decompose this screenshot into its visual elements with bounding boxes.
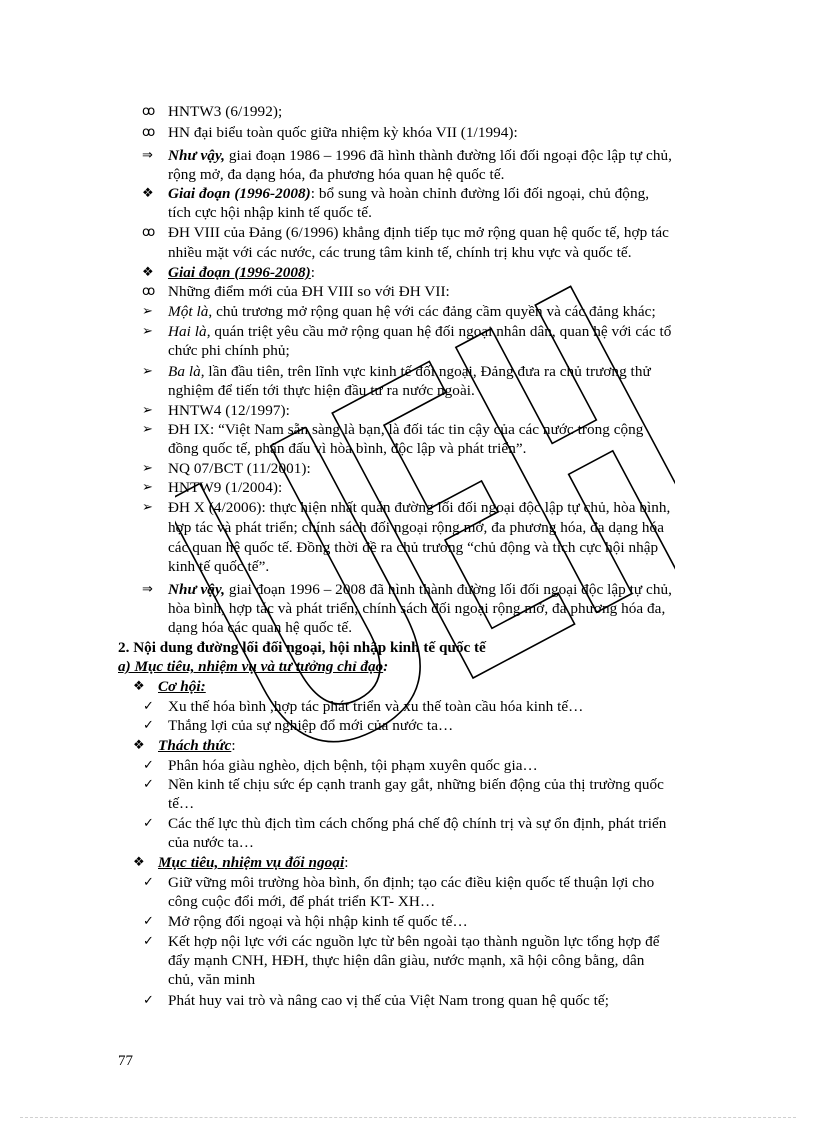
arrow-bullet-icon: ⇒: [142, 582, 153, 597]
text-line: Phát huy vai trò và nâng cao vị thế của Việt Nam trong quan hệ quốc tế;: [168, 992, 609, 1009]
text-line: Ba là, lần đầu tiên, trên lĩnh vực kinh tế đối ngoại, Đảng đưa ra chủ trương thử: [168, 363, 651, 380]
triangle-bullet-icon: ➢: [142, 461, 153, 476]
text-line: ĐH VIII của Đảng (6/1996) khẳng định tiếp tục mở rộng quan hệ quốc tế, hợp tác: [168, 224, 669, 241]
text-line: Những điểm mới của ĐH VIII so với ĐH VII:: [168, 283, 450, 300]
text-line: Hai là, quán triệt yêu cầu mở rộng quan hệ đối ngoại nhân dân, quan hệ với các tổ: [168, 323, 672, 340]
check-bullet-icon: ✓: [143, 718, 154, 733]
text-line: chủ, văn minh: [168, 971, 256, 988]
diamond-bullet-icon: ❖: [133, 679, 145, 694]
text-line: tích cực hội nhập kinh tế quốc tế.: [168, 204, 372, 221]
text-line: ĐH IX: “Việt Nam sẵn sàng là bạn, là đối tác tin cậy của các nước trong cộng: [168, 421, 644, 438]
diamond-bullet-icon: ❖: [142, 186, 154, 201]
text-line: Một là, chủ trương mở rộng quan hệ với các đảng cầm quyền và các đảng khác;: [168, 303, 656, 320]
text-line: hợp tác và phát triển; chính sách đối ngoại rộng mở, đa phương hóa, đa dạng hóa: [168, 519, 664, 536]
text-line: NQ 07/BCT (11/2001):: [168, 460, 311, 477]
text-line: đồng quốc tế, phấn đấu vì hòa bình, độc lập và phát triển”.: [168, 440, 527, 457]
triangle-bullet-icon: ➢: [142, 480, 153, 495]
scroll-bullet-icon: ꝏ: [142, 104, 156, 119]
check-bullet-icon: ✓: [143, 993, 154, 1008]
text-line: kinh tế quốc tế”.: [168, 558, 270, 575]
text-line: các quan hệ quốc tế. Đồng thời đề ra chủ trương “chủ động và tích cực hội nhập: [168, 539, 659, 556]
text-line: ĐH X (4/2006): thực hiện nhất quán đường lối đối ngoại độc lập tự chủ, hòa bình,: [168, 499, 671, 516]
triangle-bullet-icon: ➢: [142, 422, 153, 437]
text-line: dạng hóa các quan hệ quốc tế.: [168, 619, 353, 636]
check-bullet-icon: ✓: [143, 875, 154, 890]
text-line: Cơ hội:: [158, 678, 206, 695]
text-line: Mở rộng đối ngoại và hội nhập kinh tế quốc tế…: [168, 913, 468, 930]
triangle-bullet-icon: ➢: [142, 403, 153, 418]
text-line: chức phi chính phủ;: [168, 342, 290, 359]
text-line: Nền kinh tế chịu sức ép cạnh tranh gay gắt, những biến động của thị trường quốc: [168, 776, 664, 793]
scroll-bullet-icon: ꝏ: [142, 284, 156, 299]
text-line: HNTW3 (6/1992);: [168, 103, 283, 120]
text-line: Mục tiêu, nhiệm vụ đối ngoại:: [158, 854, 349, 871]
page-number: 77: [118, 1053, 133, 1069]
subsection-heading: a) Mục tiêu, nhiệm vụ và tư tưởng chỉ đạo:: [118, 658, 389, 675]
text-line: HNTW9 (1/2004):: [168, 479, 283, 496]
check-bullet-icon: ✓: [143, 816, 154, 831]
diamond-bullet-icon: ❖: [142, 265, 154, 280]
scroll-bullet-icon: ꝏ: [142, 225, 156, 240]
triangle-bullet-icon: ➢: [142, 364, 153, 379]
check-bullet-icon: ✓: [143, 914, 154, 929]
diamond-bullet-icon: ❖: [133, 855, 145, 870]
text-line: Giữ vững môi trường hòa bình, ổn định; tạo các điều kiện quốc tế thuận lợi cho: [168, 874, 655, 891]
text-line: đẩy mạnh CNH, HĐH, thực hiện dân giàu, nước mạnh, xã hội công bằng, dân: [168, 952, 645, 969]
section-heading: 2. Nội dung đường lối đối ngoại, hội nhập kinh tế quốc tế: [118, 639, 486, 656]
text-line: tế…: [168, 795, 195, 812]
page-bottom-divider: [20, 1117, 796, 1118]
triangle-bullet-icon: ➢: [142, 324, 153, 339]
text-line: Thắng lợi của sự nghiệp đổ mới của nước ta…: [168, 717, 454, 734]
text-line: nghiệm để tiến tới thực hiện đầu tư ra nước ngoài.: [168, 382, 475, 399]
text-line: Giai đoạn (1996-2008): bổ sung và hoàn chỉnh đường lối đối ngoại, chủ động,: [168, 185, 650, 202]
check-bullet-icon: ✓: [143, 758, 154, 773]
arrow-bullet-icon: ⇒: [142, 148, 153, 163]
text-line: Giai đoạn (1996-2008):: [168, 264, 316, 281]
text-line: HN đại biểu toàn quốc giữa nhiệm kỳ khóa VII (1/1994):: [168, 124, 518, 141]
text-line: công cuộc đổi mới, để phát triển KT- XH…: [168, 893, 436, 910]
text-line: HNTW4 (12/1997):: [168, 402, 290, 419]
text-line: Các thế lực thù địch tìm cách chống phá chế độ chính trị và sự ổn định, phát triển: [168, 815, 667, 832]
text-line: Xu thế hóa bình ,hợp tác phát triển và xu thế toàn cầu hóa kinh tế…: [168, 698, 584, 715]
text-line: hòa bình, hợp tác và phát triển; chính sách đối ngoại rộng mở, đa phương hóa đa,: [168, 600, 666, 617]
check-bullet-icon: ✓: [143, 777, 154, 792]
triangle-bullet-icon: ➢: [142, 304, 153, 319]
text-line: Như vậy, giai đoạn 1996 – 2008 đã hình thành đường lối đối ngoại độc lập tự chủ,: [168, 581, 672, 598]
text-line: Phân hóa giàu nghèo, dịch bệnh, tội phạm xuyên quốc gia…: [168, 757, 538, 774]
check-bullet-icon: ✓: [143, 934, 154, 949]
text-line: rộng mở, đa dạng hóa, đa phương hóa quan hệ quốc tế.: [168, 166, 505, 183]
scroll-bullet-icon: ꝏ: [142, 125, 156, 140]
triangle-bullet-icon: ➢: [142, 500, 153, 515]
text-line: của nước ta…: [168, 834, 255, 851]
diamond-bullet-icon: ❖: [133, 738, 145, 753]
text-line: Kết hợp nội lực với các nguồn lực từ bên ngoài tạo thành nguồn lực tổng hợp để: [168, 933, 660, 950]
check-bullet-icon: ✓: [143, 699, 154, 714]
text-line: nhiều mặt với các nước, các trung tâm kinh tế, chính trị khu vực và quốc tế.: [168, 244, 632, 261]
text-line: Như vậy, giai đoạn 1986 – 1996 đã hình thành đường lối đối ngoại độc lập tự chủ,: [168, 147, 672, 164]
text-line: Thách thức:: [158, 737, 236, 754]
